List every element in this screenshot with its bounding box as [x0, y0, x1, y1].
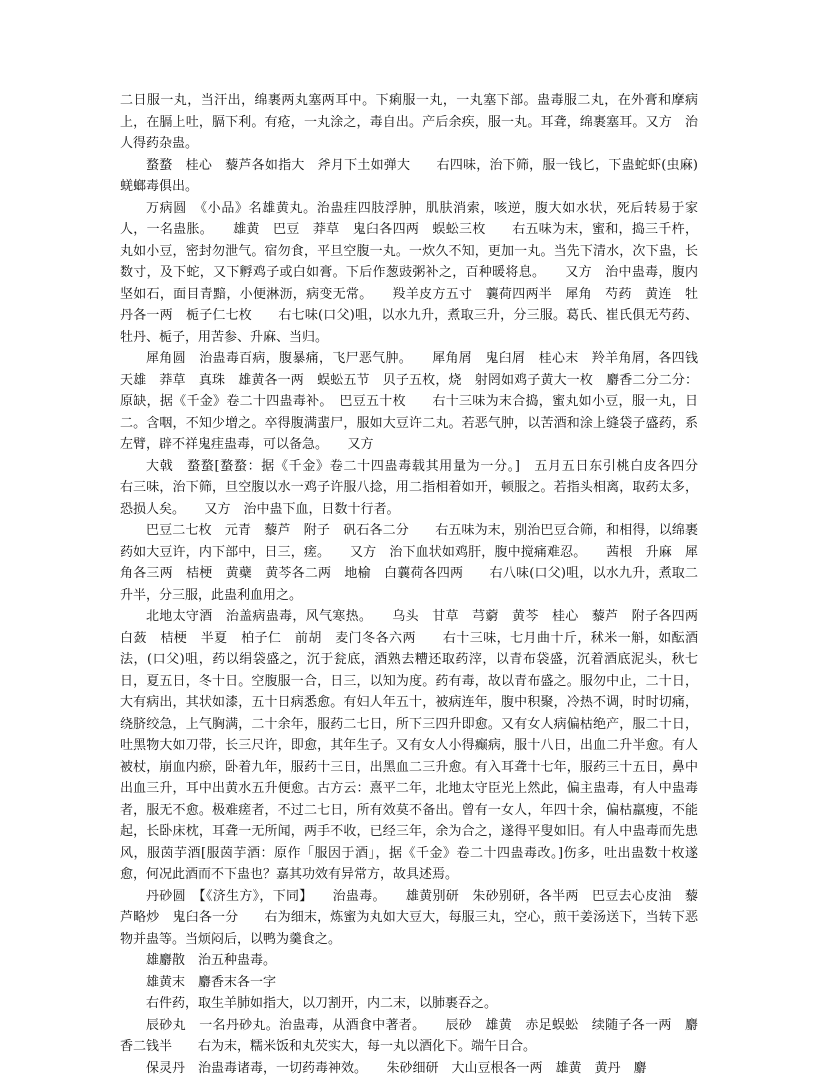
paragraph: 雄黄末 麝香末各一字: [120, 972, 698, 994]
paragraph: 犀角圆 治蛊毒百病，腹暴痛，飞尸恶气肿。 犀角屑 鬼臼屑 桂心末 羚羊角屑，各四钱 天雄 莽草 真珠 雄黄各一两 蜈蚣五节 贝子五枚，烧 射罔如鸡子黄大一枚 麝香二分二分：原缺，据《千金》卷二十四蛊毒补。 巴豆五十枚 右十三味为末合捣，蜜丸如小豆，服一丸，日二。含咽，不知少增之。卒得腹满蜚尸，服如大豆许二丸。若恶气肿，以苦酒和涂上缝袋子盛药，系左臂，辟不祥鬼疰蛊毒，可以备急。 又方: [120, 348, 698, 456]
document-page: [120, 90, 698, 1079]
paragraph: 保灵丹 治蛊毒诸毒，一切药毒神效。 朱砂细研 大山豆根各一两 雄黄 黄丹 麝: [120, 1058, 698, 1079]
paragraph: 二日服一丸，当汗出，绵裹两丸塞两耳中。下痢服一丸，一丸塞下部。蛊毒服二丸，在外膏和摩病上，在膈上吐，膈下利。有疮，一丸涂之，毒自出。产后余疾，服一丸。耳聋，绵裹塞耳。又方 治人得药杂蛊。: [120, 90, 698, 155]
paragraph: 巴豆二七枚 元青 藜芦 附子 矾石各二分 右五味为末，别治巴豆合筛，和相得，以绵裹药如大豆许，内下部中，日三，瘥。 又方 治下血状如鸡肝，腹中搅痛难忍。 茜根 升麻 犀角各三两 桔梗 黄蘗 黄芩各二两 地榆 白蘘荷各四两 右八味(口父)咀，以水九升，煮取二升半，分三服，此蛊利血用之。: [120, 520, 698, 606]
paragraph: 北地太守酒 治盖病蛊毒，风气寒热。 乌头 甘草 芎藭 黄芩 桂心 藜芦 附子各四两 白蔹 桔梗 半夏 柏子仁 前胡 麦门冬各六两 右十三味，七月曲十斤，秫米一斛，如酝酒法，(口父)咀，药以绢袋盛之，沉于瓮底，酒熟去糟还取药滓，以青布袋盛，沉着酒底泥头，秋七日，夏五日，冬十日。空腹服一合，日三，以知为度。药有毒，故以青布盛之。服勿中止，二十日，大有病出，其状如漆，五十日病悉愈。有妇人年五十，被病连年，腹中积聚，冷热不调，时时切痛，绕脐绞急，上气胸满，二十余年，服药二七日，所下三四升即愈。又有女人病偏枯绝产，服二十日，吐黑物大如刀带，长三尺许，即愈，其年生子。又有女人小得癫病，服十八日，出血二升半愈。有人被杖，崩血内瘀，卧着九年，服药十三日，出黑血二三升愈。有入耳聋十七年，服药三十五日，鼻中出血三升，耳中出黄水五升便愈。古方云：熹平二年，北地太守臣光上然此，偏主蛊毒，有人中蛊毒者，服无不愈。极难瘥者，不过二七日，所有效莫不备出。曾有一女人，年四十余，偏枯羸瘦，不能起，长卧床枕，耳聋一无所闻，两手不收，已经三年，余为合之，遂得平叟如旧。有人中蛊毒而先患风，服茵芋酒[服茵芋酒：原作「服因于酒」，据《千金》卷二十四蛊毒改。]伤多，吐出蛊数十枚遂愈，何况此酒而不下蛊也？嘉其功效有异常方，故具述焉。: [120, 606, 698, 886]
paragraph: 雄麝散 治五种蛊毒。: [120, 950, 698, 972]
paragraph: 丹砂圆 【《济生方》，下同】 治蛊毒。 雄黄别研 朱砂别研，各半两 巴豆去心皮油 藜芦略炒 鬼臼各一分 右为细末，炼蜜为丸如大豆大，每服三丸，空心，煎干姜汤送下，当转下恶物并蛊等。当烦闷后，以鸭为羹食之。: [120, 886, 698, 951]
paragraph: 辰砂丸 一名丹砂丸。治蛊毒，从酒食中著者。 辰砂 雄黄 赤足蜈蚣 续随子各一两 麝香二钱半 右为末，糯米饭和丸芡实大，每一丸以酒化下。端午日合。: [120, 1015, 698, 1058]
paragraph: 大戟 蝥蝥[蝥蝥：据《千金》卷二十四蛊毒载其用量为一分。] 五月五日东引桃白皮各四分 右三味，治下筛，旦空腹以水一鸡子许服八捻，用二指相着如开，顿服之。若指头相离，取药太多，恐损人矣。 又方 治中蛊下血，日数十行者。: [120, 456, 698, 521]
paragraph: 右件药，取生羊肺如指大，以刀割开，内二末，以肺裹吞之。: [120, 993, 698, 1015]
paragraph: 万病圆 《小品》名雄黄丸。治蛊疰四肢浮肿，肌肤消索，咳逆，腹大如水状，死后转易于家人，一名蛊胀。 雄黄 巴豆 莽草 鬼臼各四两 蜈蚣三枚 右五味为末，蜜和，捣三千杵，丸如小豆，密封勿泄气。宿勿食，平旦空腹一丸。一炊久不知，更加一丸。当先下清水，次下蛊，长数寸，及下蛇，又下孵鸡子或白如膏。下后作葱豉粥补之，百种暖将息。 又方 治中蛊毒，腹内坚如石，面目青黯，小便淋沥，病变无常。 羖羊皮方五寸 蘘荷四两半 犀角 芍药 黄连 牡丹各一两 栀子仁七枚 右七味(口父)咀，以水九升，煮取三升，分三服。葛氏、崔氏俱无芍药、牡丹、栀子，用苦参、升麻、当归。: [120, 198, 698, 349]
paragraph: 蝥蝥 桂心 藜芦各如指大 斧月下土如弹大 右四味，治下筛，服一钱匕，下蛊蛇虾(虫麻)蜣螂毒俱出。: [120, 155, 698, 198]
